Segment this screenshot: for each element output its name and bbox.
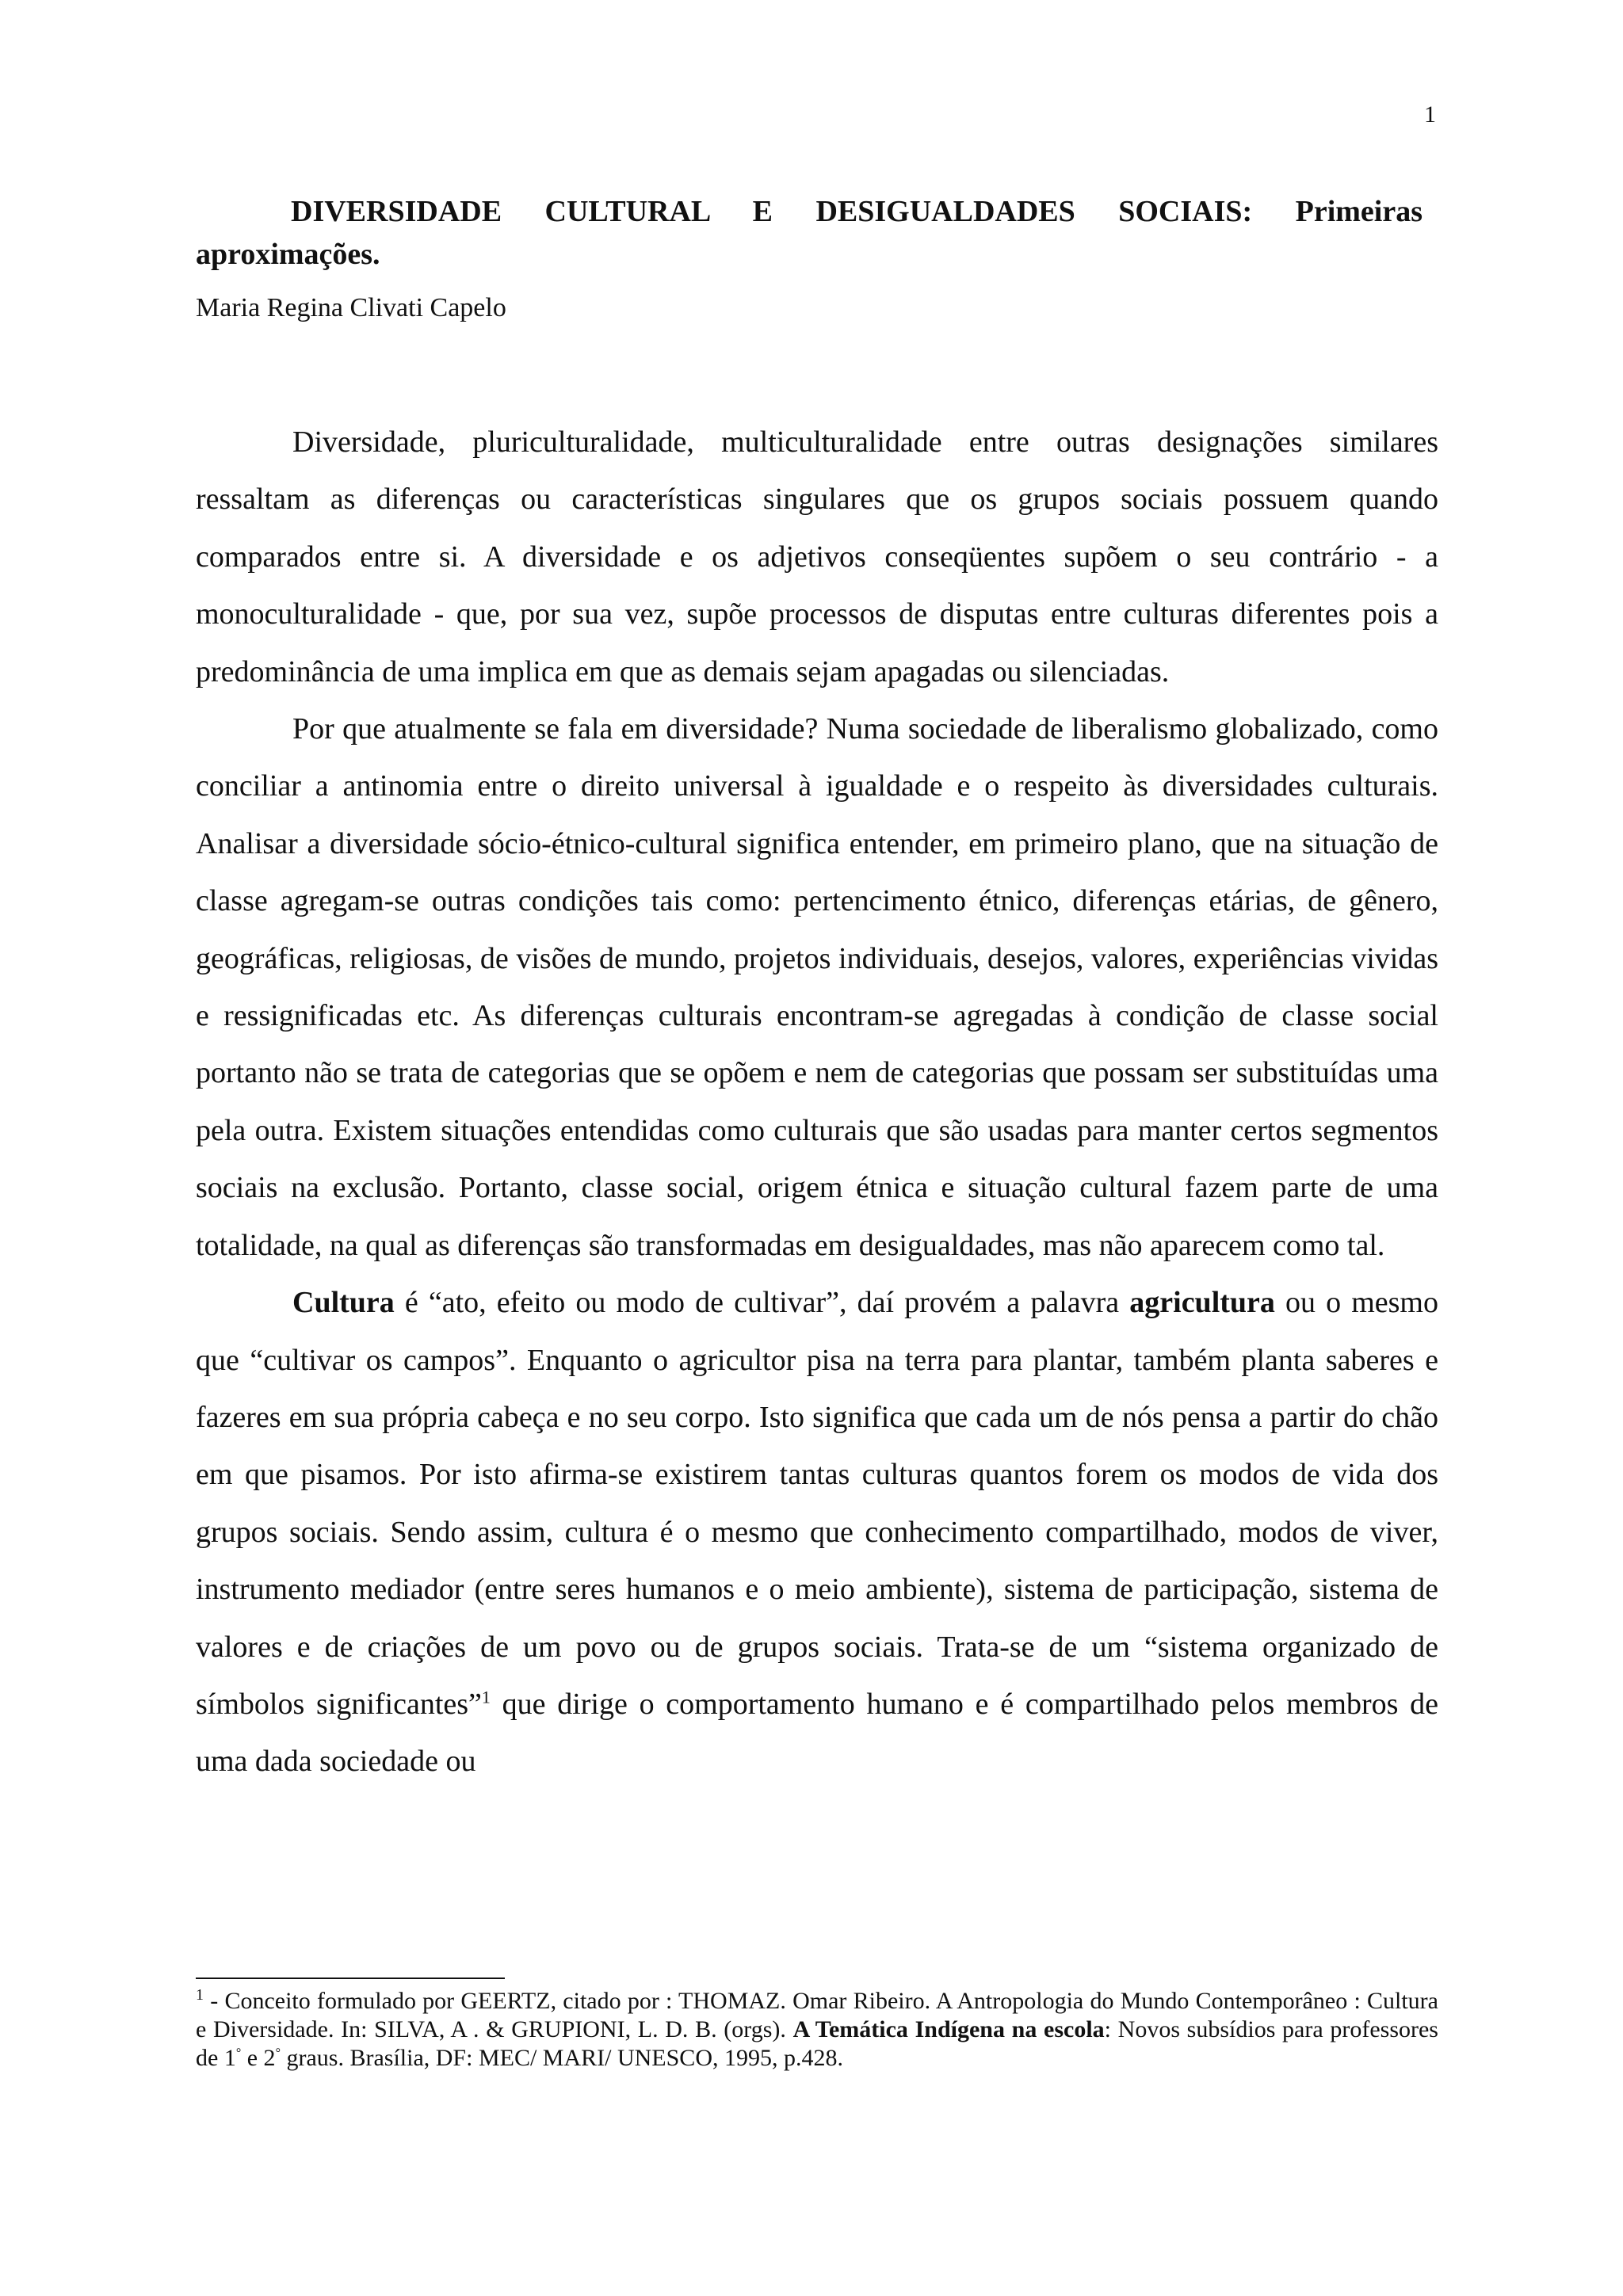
- footnote: [196, 1987, 1438, 2073]
- footnote-text-c: e 2: [241, 2045, 276, 2071]
- footnote-divider: [196, 1978, 505, 1979]
- paragraph-2: Por que atualmente se fala em diversidade? Numa sociedade de liberalismo globalizado, como conciliar a antinomia entre o direito universal à igualdade e o respeito às diversidades culturais. Analisar a diversidade sócio-étnico-cultural significa entender, em primeiro plano, que na situação de classe agregam-se outras condições tais como: pertencimento étnico, diferenças etárias, de gênero, geográficas, religiosas, de visões de mundo, projetos individuais, desejos, valores, experiências vividas e ressignificadas etc. As diferenças culturais encontram-se agregadas à condição de classe social portanto não se trata de categorias que se opõem e nem de categorias que possam ser substituídas uma pela outra. Existem situações entendidas como culturais que são usadas para manter certos segmentos sociais na exclusão. Portanto, classe social, origem étnica e situação cultural fazem parte de uma totalidade, na qual as diferenças são transformadas em desigualdades, mas não aparecem como tal.: [196, 712, 1438, 1262]
- footnote-text-a: - Conceito formulado por GEERTZ, citado por : THOMAZ. Omar Ribeiro. A Antropologia do Mundo Contemporâneo : Cultura e Diversidade. In: SILVA, A . & GRUPIONI, L. D. B. (orgs).: [196, 1988, 1438, 2042]
- body-text: [196, 414, 1438, 1791]
- footnote-book-title: A Temática Indígena na escola: [792, 2016, 1105, 2042]
- paragraph-3-text-a: é “ato, efeito ou modo de cultivar”, daí provém a palavra: [394, 1286, 1130, 1320]
- footnote-text-b: : Novos subsídios para professores de 1: [196, 2016, 1438, 2071]
- footnote-text-d: graus. Brasília, DF: MEC/ MARI/ UNESCO, 1995, p.428.: [280, 2045, 843, 2071]
- footnote-reference[interactable]: 1: [481, 1687, 491, 1707]
- footnote-degree-2: °: [275, 2046, 281, 2060]
- author-name: Maria Regina Clivati Capelo: [196, 293, 506, 322]
- document-title: DIVERSIDADE CULTURAL E DESIGUALDADES SOCIAIS: Primeiras aproximações.: [196, 195, 1423, 271]
- footnote-degree-1: °: [235, 2046, 242, 2060]
- footnote-number: 1: [196, 1986, 204, 2004]
- page-number: 1: [1424, 101, 1436, 128]
- paragraph-3: [196, 1274, 1438, 1791]
- paragraph-3-text-c: que dirige o comportamento humano e é compartilhado pelos membros de uma dada sociedade ou: [196, 1687, 1438, 1779]
- term-agricultura: agricultura: [1129, 1286, 1275, 1320]
- term-cultura: Cultura: [292, 1286, 395, 1320]
- paragraph-3-text-b: ou o mesmo que “cultivar os campos”. Enquanto o agricultor pisa na terra para plantar, também planta saberes e fazeres em sua própria cabeça e no seu corpo. Isto significa que cada um de nós pensa a partir do chão em que pisamos. Por isto afirma-se existirem tantas culturas quantos forem os modos de vida dos grupos sociais. Sendo assim, cultura é o mesmo que conhecimento compartilhado, modos de viver, instrumento mediador (entre seres humanos e o meio ambiente), sistema de participação, sistema de valores e de criações de um povo ou de grupos sociais. Trata-se de um “sistema organizado de símbolos significantes”: [196, 1286, 1438, 1721]
- paragraph-1: Diversidade, pluriculturalidade, multiculturalidade entre outras designações similares ressaltam as diferenças ou características singulares que os grupos sociais possuem quando comparados entre si. A diversidade e os adjetivos conseqüentes supõem o seu contrário - a monoculturalidade - que, por sua vez, supõe processos de disputas entre culturas diferentes pois a predominância de uma implica em que as demais sejam apagadas ou silenciadas.: [196, 425, 1438, 688]
